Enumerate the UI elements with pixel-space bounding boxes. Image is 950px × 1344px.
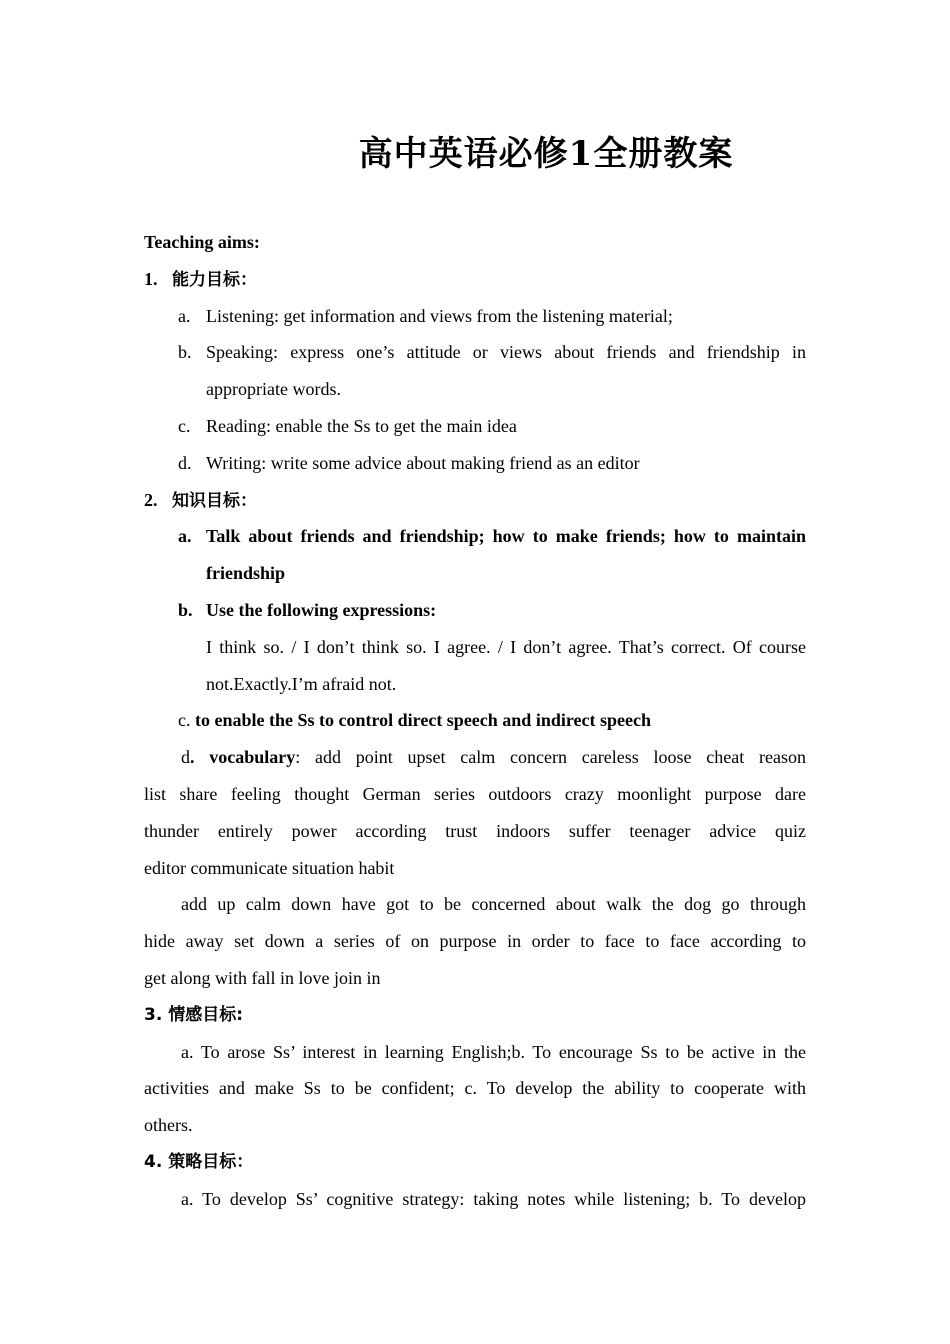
list-item: [144, 445, 806, 482]
list-item-text: Speaking: express one’s attitude or views about friends and friendship in: [206, 342, 806, 363]
list-marker: d.: [178, 452, 192, 473]
paragraph-line: a. To develop Ss’ cognitive strategy: taking notes while listening; b. To develop: [181, 1188, 806, 1209]
list-item-text: Listening: get information and views from the listening material;: [206, 305, 673, 326]
expressions-line: I think so. / I don’t think so. I agree. / I don’t agree. That’s correct. Of course: [206, 636, 806, 657]
list-item-text: Use the following expressions:: [206, 599, 437, 620]
list-marker: b.: [178, 599, 193, 620]
list-marker: d: [181, 747, 190, 768]
section-2-number: 2.: [144, 489, 158, 510]
list-item: [144, 334, 806, 371]
page-title: 高中英语必修1全册教案: [358, 134, 734, 174]
list-marker: c.: [178, 415, 191, 436]
expressions-line: not.Exactly.I’m afraid not.: [206, 673, 397, 694]
list-item: [144, 702, 806, 739]
document-body: [144, 224, 806, 1218]
list-item: [144, 408, 806, 445]
vocabulary-line: thunder entirely power according trust indoors suffer teenager advice quiz: [144, 820, 806, 841]
list-item-continuation: friendship: [206, 563, 286, 584]
section-3-heading: 3. 情感目标:: [144, 1004, 244, 1025]
paragraph-line: activities and make Ss to be confident; c. To develop the ability to cooperate with: [144, 1078, 806, 1099]
section-1-number: 1.: [144, 268, 158, 289]
list-item-continuation: appropriate words.: [206, 379, 341, 400]
phrases-line: get along with fall in love join in: [144, 967, 381, 988]
section-4-heading: 4. 策略目标：: [144, 1151, 254, 1172]
list-item-text: Talk about friends and friendship; how to make friends; how to maintain: [206, 526, 806, 547]
list-item: [144, 518, 806, 555]
phrases-line: add up calm down have got to be concerned about walk the dog go through: [181, 894, 806, 915]
phrases-line: hide away set down a series of on purpose in order to face to face according to: [144, 931, 806, 952]
section-1-heading: [144, 261, 806, 298]
list-item: [144, 298, 806, 335]
vocabulary-line: [144, 739, 806, 776]
vocabulary-words: : add point upset calm concern careless loose cheat reason: [295, 747, 806, 768]
paragraph-line: others.: [144, 1115, 193, 1136]
section-2-heading: [144, 482, 806, 519]
list-item-text: to enable the Ss to control direct speech and indirect speech: [195, 710, 651, 731]
list-item: [144, 592, 806, 629]
section-1-label: 能力目标：: [172, 269, 257, 290]
list-item-text: Writing: write some advice about making friend as an editor: [206, 452, 640, 473]
list-marker: a.: [178, 526, 192, 547]
vocabulary-label: . vocabulary: [190, 747, 296, 768]
list-marker: b.: [178, 342, 192, 363]
list-marker: c.: [178, 710, 191, 731]
vocabulary-line: editor communicate situation habit: [144, 857, 395, 878]
vocabulary-line: list share feeling thought German series outdoors crazy moonlight purpose dare: [144, 783, 806, 804]
section-2-label: 知识目标：: [172, 490, 257, 511]
list-item-text: Reading: enable the Ss to get the main idea: [206, 415, 517, 436]
list-marker: a.: [178, 305, 191, 326]
aims-heading: Teaching aims:: [144, 232, 260, 252]
paragraph-line: a. To arose Ss’ interest in learning English;b. To encourage Ss to be active in the: [181, 1041, 806, 1062]
